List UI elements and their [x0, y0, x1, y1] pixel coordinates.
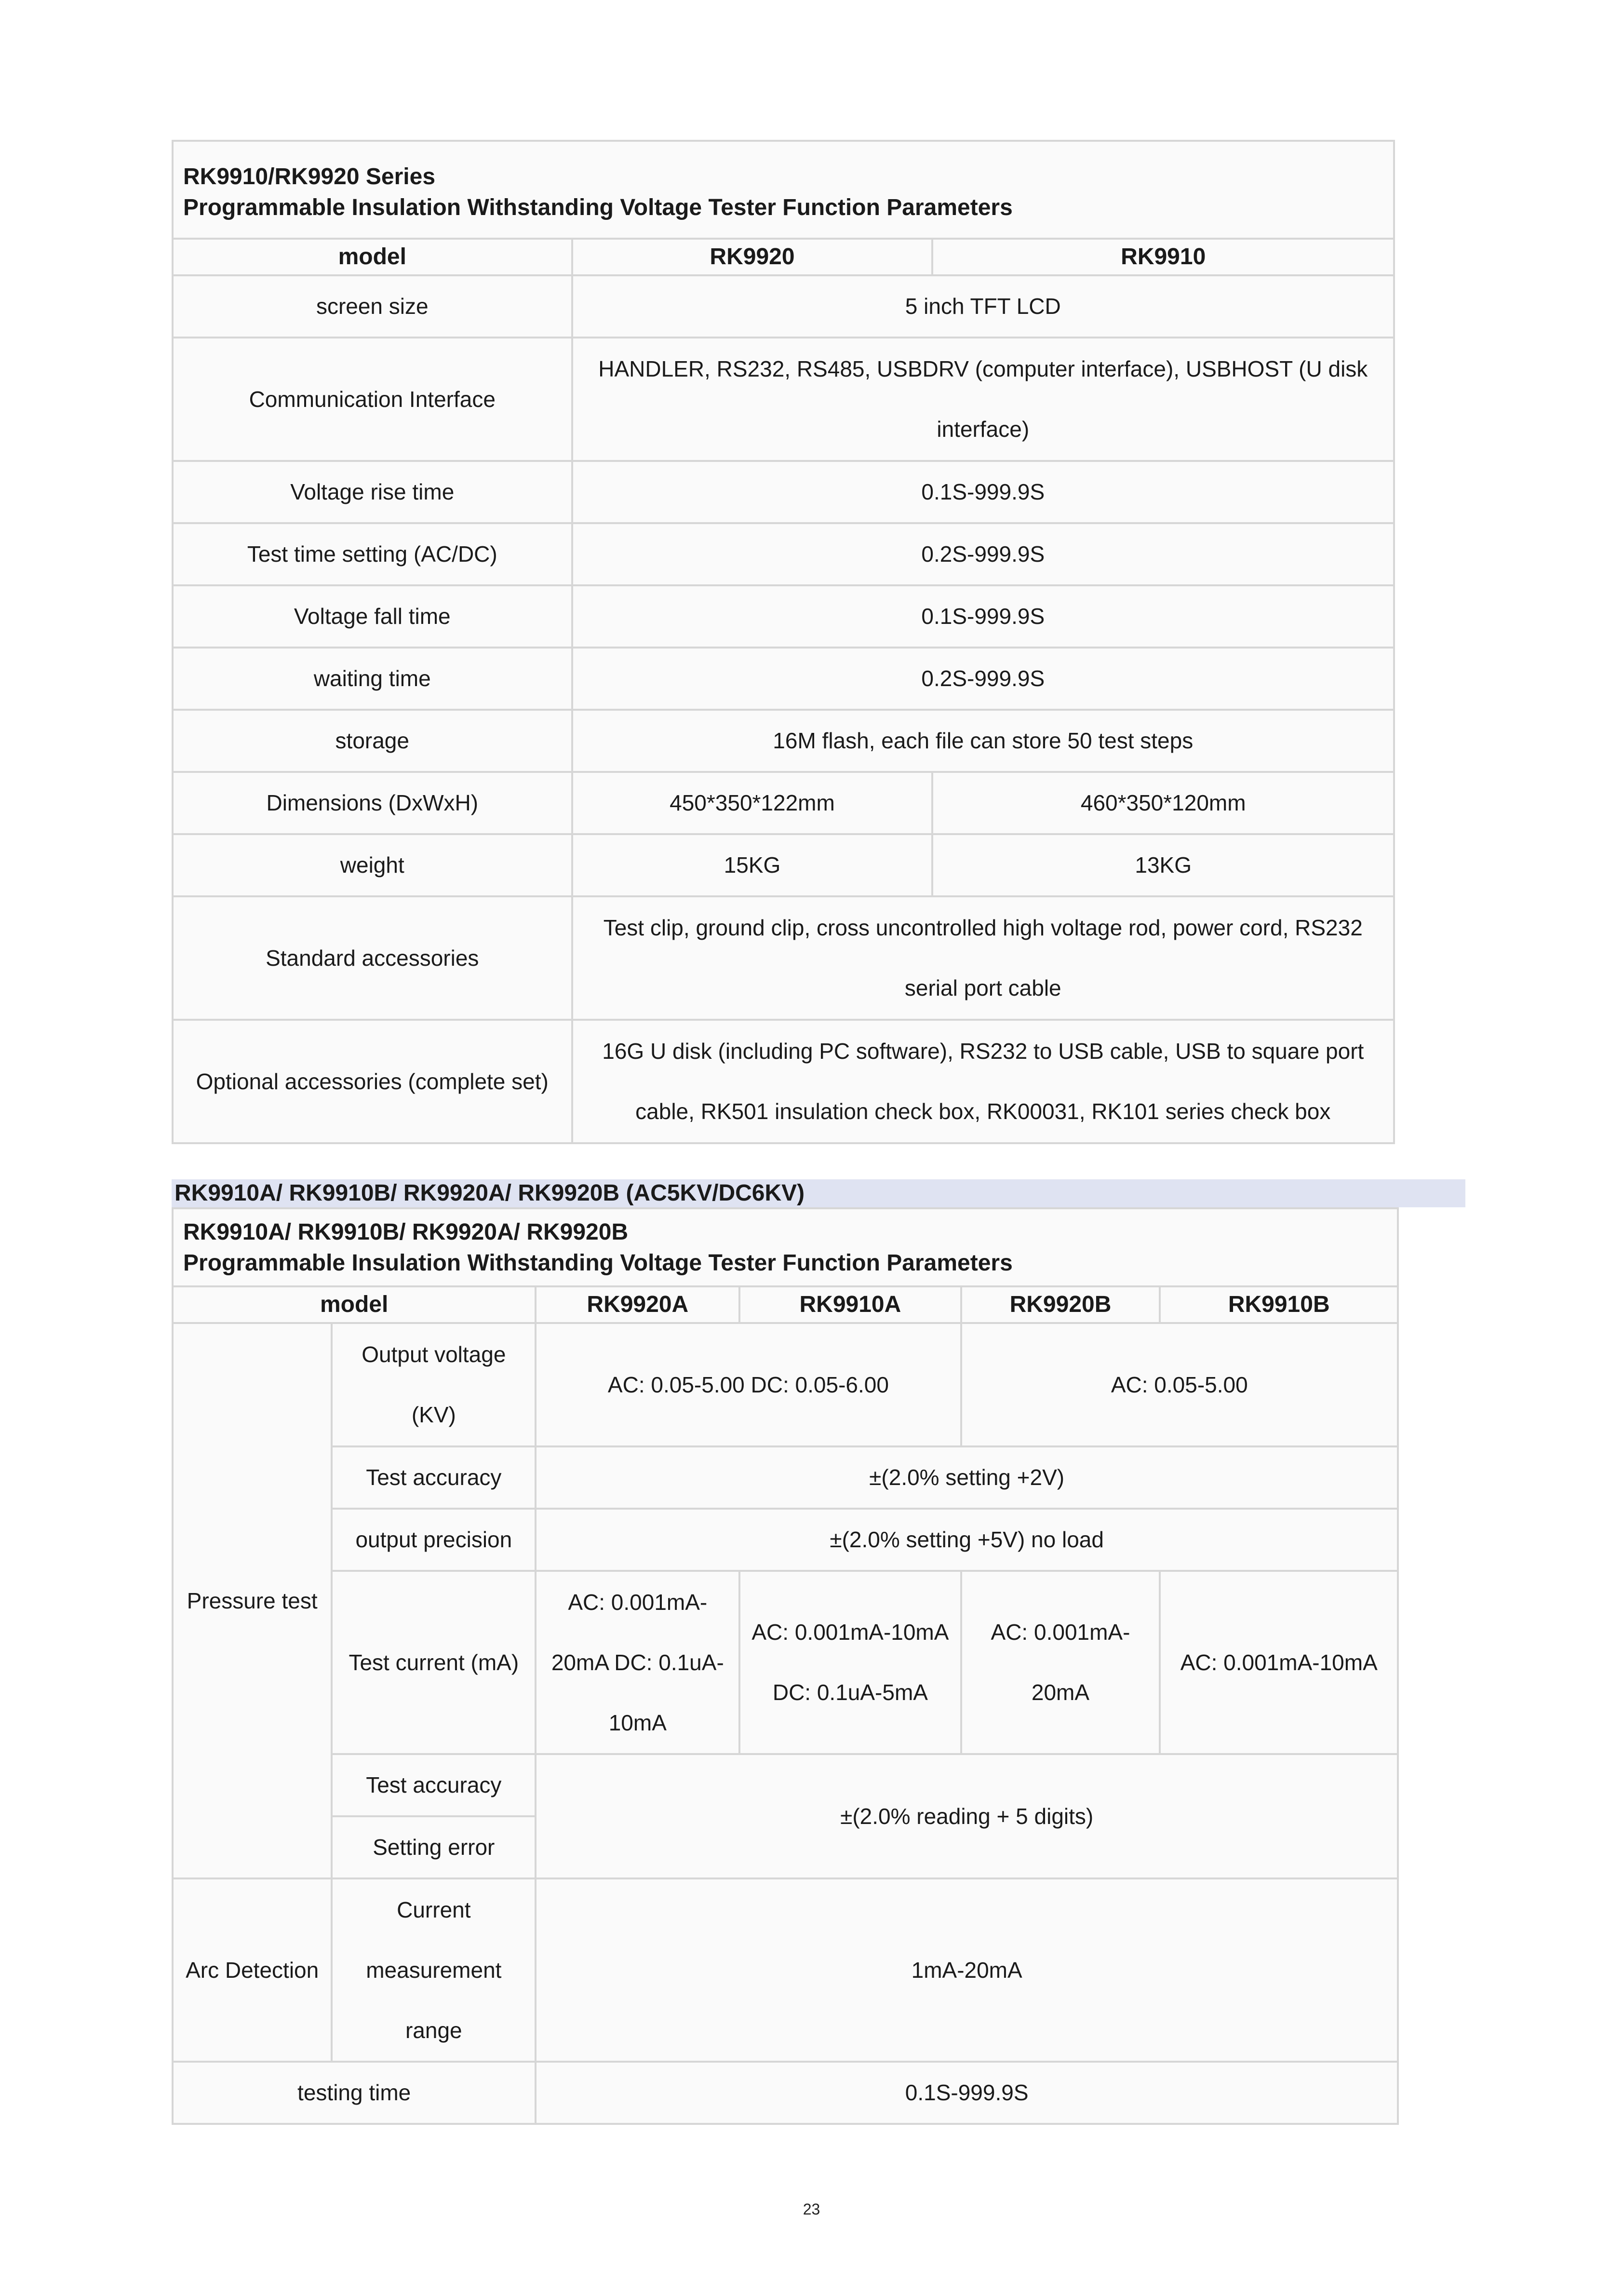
row-label-test-accuracy-voltage: Test accuracy — [332, 1446, 536, 1509]
row-value-test-current-rk9920b: AC: 0.001mA-20mA — [961, 1571, 1160, 1754]
row-label-voltage-rise: Voltage rise time — [173, 461, 572, 523]
row-value-output-precision: ±(2.0% setting +5V) no load — [536, 1509, 1398, 1571]
section2-heading: RK9910A/ RK9910B/ RK9920A/ RK9920B (AC5KV/DC6KV) — [172, 1179, 1465, 1207]
row-label-standard-accessories: Standard accessories — [173, 896, 572, 1020]
row-value-test-current-rk9920a: AC: 0.001mA-20mA DC: 0.1uA-10mA — [536, 1571, 739, 1754]
row-label-current-measurement-range: Current measurement range — [332, 1878, 536, 2062]
row-label-dimensions: Dimensions (DxWxH) — [173, 772, 572, 834]
row-value-setting-error: ±(2.0% reading + 5 digits) — [536, 1754, 1398, 1878]
group-label-pressure-test: Pressure test — [173, 1323, 332, 1878]
table1-header-rk9910: RK9910 — [932, 239, 1394, 275]
row-value-test-current-rk9910a: AC: 0.001mA-10mA DC: 0.1uA-5mA — [739, 1571, 961, 1754]
table1-header-model: model — [173, 239, 572, 275]
row-value-voltage-fall: 0.1S-999.9S — [572, 585, 1394, 648]
page-number: 23 — [803, 2201, 820, 2218]
table2-header-rk9910a: RK9910A — [739, 1286, 961, 1323]
table2-title-line1: RK9910A/ RK9910B/ RK9920A/ RK9920B — [183, 1219, 629, 1245]
table1-title-line2: Programmable Insulation Withstanding Voltage Tester Function Parameters — [183, 194, 1013, 220]
row-value-storage: 16M flash, each file can store 50 test steps — [572, 710, 1394, 772]
table2-title — [173, 1208, 1398, 1286]
table2-header-model: model — [173, 1286, 536, 1323]
row-label-test-accuracy-current: Test accuracy — [332, 1754, 536, 1816]
row-label-output-voltage: Output voltage (KV) — [332, 1323, 536, 1446]
row-value-weight-rk9910: 13KG — [932, 834, 1394, 896]
table1-header-rk9920: RK9920 — [572, 239, 933, 275]
row-value-voltage-rise: 0.1S-999.9S — [572, 461, 1394, 523]
row-value-standard-accessories: Test clip, ground clip, cross uncontrolled high voltage rod, power cord, RS232 serial port cable — [572, 896, 1394, 1020]
row-value-communication: HANDLER, RS232, RS485, USBDRV (computer interface), USBHOST (U disk interface) — [572, 338, 1394, 461]
table2-header-rk9920a: RK9920A — [536, 1286, 739, 1323]
table2-header-rk9920b: RK9920B — [961, 1286, 1160, 1323]
table2-header-rk9910b: RK9910B — [1160, 1286, 1398, 1323]
table2-title-line2: Programmable Insulation Withstanding Voltage Tester Function Parameters — [183, 1250, 1013, 1276]
row-label-communication: Communication Interface — [173, 338, 572, 461]
row-label-setting-error: Setting error — [332, 1816, 536, 1878]
row-value-weight-rk9920: 15KG — [572, 834, 933, 896]
row-label-waiting: waiting time — [173, 648, 572, 710]
table1-title — [173, 141, 1394, 239]
row-value-test-current-rk9910b: AC: 0.001mA-10mA — [1160, 1571, 1398, 1754]
row-label-testing-time: testing time — [173, 2062, 536, 2124]
row-label-test-time: Test time setting (AC/DC) — [173, 523, 572, 585]
row-value-test-accuracy-voltage: ±(2.0% setting +2V) — [536, 1446, 1398, 1509]
row-label-screen-size: screen size — [173, 275, 572, 338]
row-label-test-current: Test current (mA) — [332, 1571, 536, 1754]
row-label-output-precision: output precision — [332, 1509, 536, 1571]
row-label-weight: weight — [173, 834, 572, 896]
rk9910-rk9920-parameter-table — [172, 140, 1395, 1144]
row-value-output-voltage-a: AC: 0.05-5.00 DC: 0.05-6.00 — [536, 1323, 961, 1446]
group-label-arc-detection: Arc Detection — [173, 1878, 332, 2062]
row-value-dimensions-rk9910: 460*350*120mm — [932, 772, 1394, 834]
row-value-waiting: 0.2S-999.9S — [572, 648, 1394, 710]
row-value-dimensions-rk9920: 450*350*122mm — [572, 772, 933, 834]
rk9910a-rk9920b-parameter-table — [172, 1207, 1399, 2125]
row-value-current-measurement-range: 1mA-20mA — [536, 1878, 1398, 2062]
row-value-optional-accessories: 16G U disk (including PC software), RS232 to USB cable, USB to square port cable, RK501 insulation check box, RK00031, RK101 series check box — [572, 1020, 1394, 1143]
row-value-test-time: 0.2S-999.9S — [572, 523, 1394, 585]
row-label-optional-accessories: Optional accessories (complete set) — [173, 1020, 572, 1143]
row-label-voltage-fall: Voltage fall time — [173, 585, 572, 648]
table1-title-line1: RK9910/RK9920 Series — [183, 163, 436, 189]
row-value-testing-time: 0.1S-999.9S — [536, 2062, 1398, 2124]
row-value-screen-size: 5 inch TFT LCD — [572, 275, 1394, 338]
row-value-output-voltage-b: AC: 0.05-5.00 — [961, 1323, 1398, 1446]
row-label-storage: storage — [173, 710, 572, 772]
